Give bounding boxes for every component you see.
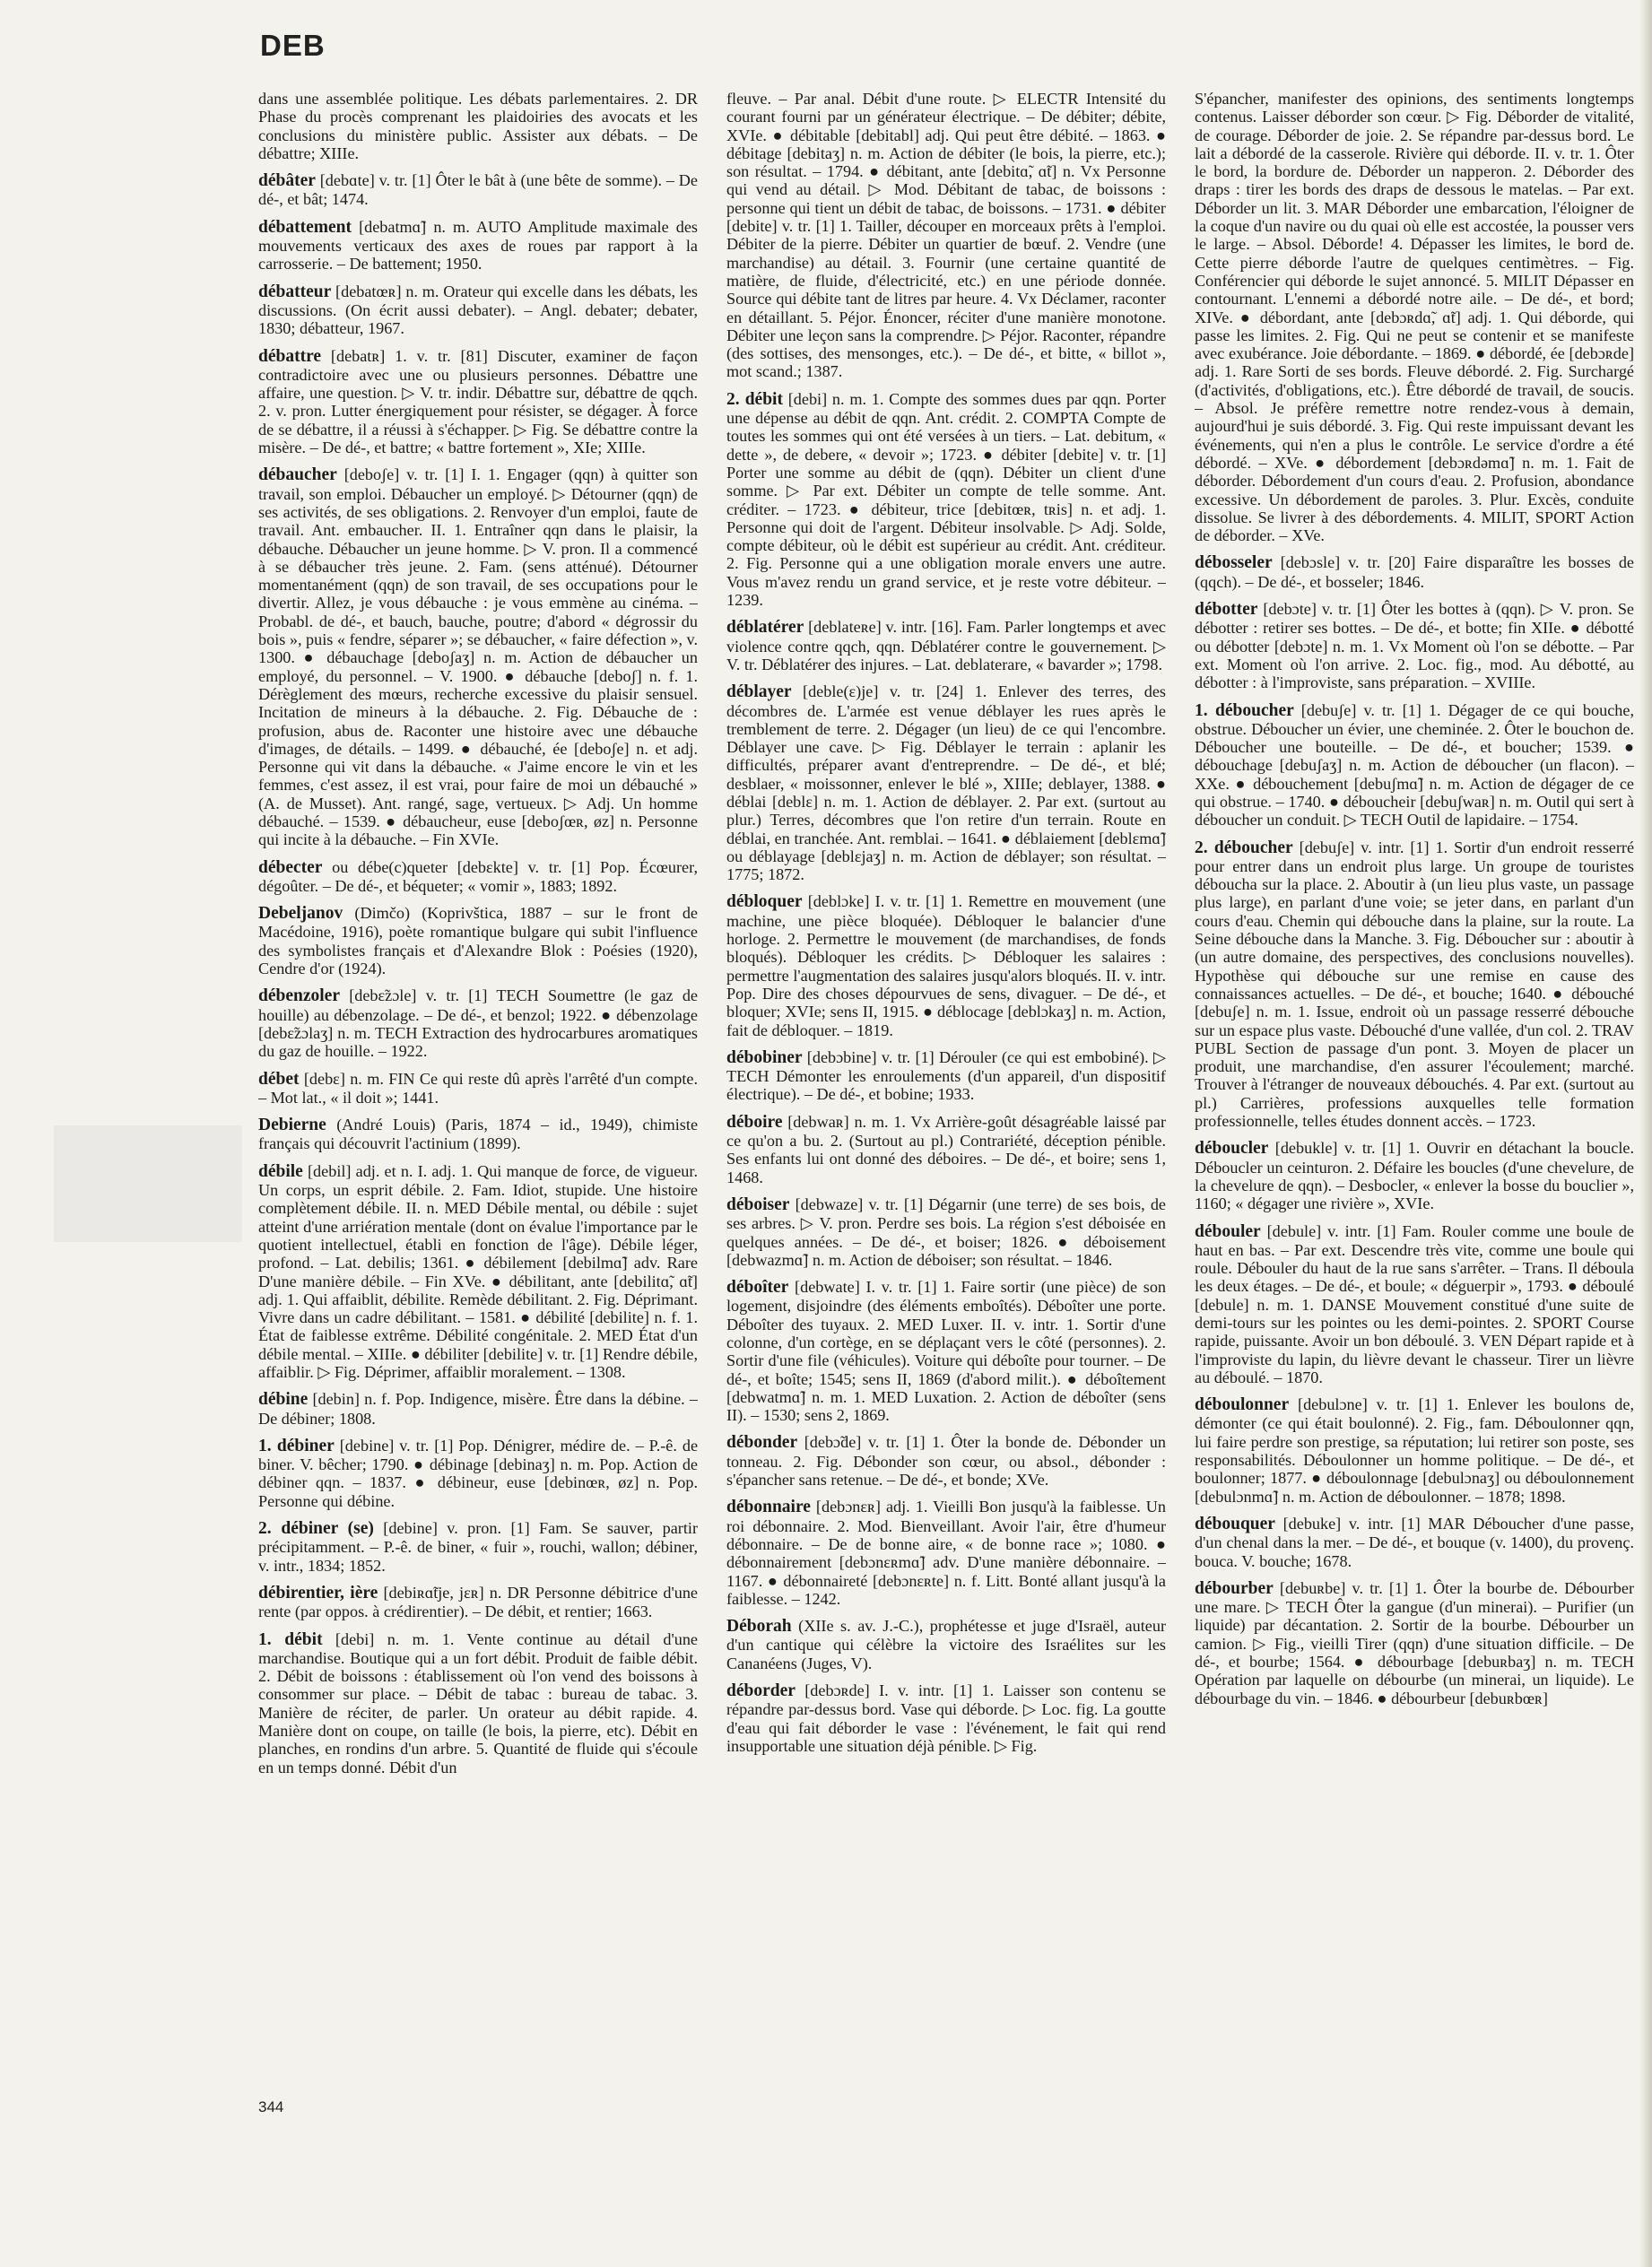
dictionary-entry	[258, 1630, 698, 1776]
dictionary-entry	[1195, 1515, 1634, 1570]
dictionary-entry	[1195, 1139, 1634, 1212]
dictionary-entry	[1195, 1222, 1634, 1387]
entry-text: fleuve. – Par anal. Débit d'une route. ▷ ELECTR Intensité du courant fourni par un générateur électrique. – De débiter; débite, XVIe. ● débitable [debitabl] adj. Qui peut être débité. – 1863. ● débitage [debitaʒ] n. m. Action de débiter (le bois, la pierre, etc.); son résultat. – 1794. ● débitant, ante [debitɑ̃, ɑ̃t] n. Vx Personne qui vend au détail. ▷ Mod. Débitant de tabac, de boissons : personne qui tient un débit de tabac, de boissons. – 1731. ● débiter [debite] v. tr. [1] 1. Tailler, découper en morceaux prêts à l'emploi. Débiter de la pierre. Débiter un quartier de bœuf. 2. Vendre (une marchandise) au détail. 3. Fournir (une certaine quantité de matière, de fluide, d'électricité, etc.) en une période donnée. Source qui débite tant de litres par heure. 4. Vx Déclamer, raconter en détaillant. 5. Péjor. Énoncer, réciter d'une manière monotone. Débiter une leçon sans la comprendre. ▷ Péjor. Raconter, répandre (des sottises, des mensonges, etc.). – De dé-, et bitte, « billot », mot scand.; 1387.	[726, 90, 1166, 381]
entry-text: [debuke] v. intr. [1] MAR Déboucher d'une passe, d'un chenal dans la mer. – De dé-, et bouque (v. 1400), du provenç. bouca. V. bouche; 1678.	[1195, 1514, 1634, 1570]
entry-text: (XIIe s. av. J.-C.), prophétesse et juge d'Israël, auteur d'un cantique qui célèbre la victoire des Israélites sur les Cananéens (Juges, V).	[726, 1617, 1166, 1672]
entry-headword: débâter	[258, 171, 316, 191]
entry-text: [debɔnɛʀ] adj. 1. Vieilli Bon jusqu'à la faiblesse. Un roi débonnaire. 2. Mod. Bienveillant. Avoir l'air, être d'humeur débonnaire. – De de bonne aire, « de bonne race »; 1080. ● débonnairement [debɔnɛʀmɑ̃] adv. D'une manière débonnaire. – 1167. ● débonnaireté [debɔnɛʀte] n. f. Litt. Bonté allant jusqu'à la faiblesse. – 1242.	[726, 1498, 1166, 1608]
dictionary-entry	[258, 347, 698, 457]
entry-headword: 2. déboucher	[1195, 838, 1293, 857]
entry-text: [debil] adj. et n. I. adj. 1. Qui manque de force, de vigueur. Un corps, un esprit débile. 2. Fam. Idiot, stupide. Une histoire complètement débile. II. n. MED Débile mental, ou débile : sujet atteint d'une arriération mentale (dont on évalue l'importance par le quotient intellectuel, établi en fonction de l'âge). Débile léger, profond. – Lat. debilis; 1361. ● débilement [debilmɑ̃] adv. Rare D'une manière débile. – Fin XVe. ● débilitant, ante [debilitɑ̃, ɑ̃t] adj. 1. Qui affaiblit, débilite. Remède débilitant. 2. Fig. Déprimant. Vivre dans un cadre débilitant. – 1581. ● débilité [debilite] n. f. 1. État de faiblesse extrême. Débilité congénitale. 2. MED État d'un débile mental. – XIIIe. ● débiliter [debilite] v. tr. [1] Rendre débile, affaiblir. ▷ Fig. Déprimer, affaiblir moralement. – 1308.	[258, 1161, 698, 1381]
entry-headword: débosseler	[1195, 553, 1273, 573]
entry-headword: débouquer	[1195, 1514, 1275, 1533]
dictionary-entry	[1195, 553, 1634, 591]
dictionary-entry	[726, 1113, 1166, 1186]
dictionary-entry	[258, 1070, 698, 1107]
dictionary-entry	[726, 618, 1166, 673]
entry-headword: débaucher	[258, 465, 337, 485]
entry-text: [debwaze] v. tr. [1] Dégarnir (une terre) de ses bois, de ses arbres. ▷ V. pron. Perdre ses bois. La région s'est déboisée en quelques années. – De dé-, et boiser; 1826. ● déboisement [debwazmɑ̃] n. m. Action de déboiser; son résultat. – 1846.	[726, 1194, 1166, 1269]
entry-text: [debin] n. f. Pop. Indigence, misère. Être dans la débine. – De débiner; 1808.	[258, 1390, 698, 1428]
dictionary-entry	[258, 1162, 698, 1382]
entry-headword: déborder	[726, 1681, 796, 1701]
dictionary-entry	[1195, 701, 1634, 829]
dictionary-entry	[1195, 838, 1634, 1131]
running-head: DEB	[260, 29, 326, 62]
entry-text: [debɛ] n. m. FIN Ce qui reste dû après l'arrêté d'un compte. – Mot lat., « il doit »; 1441.	[258, 1069, 698, 1107]
entry-headword: débenzoler	[258, 986, 340, 1006]
entry-text: [deblateʀe] v. intr. [16]. Fam. Parler longtemps et avec violence contre qqch, qqn. Déblatérer contre le gouvernement. ▷ V. tr. Déblatérer des injures. – Lat. deblaterare, « bavarder »; 1798.	[726, 618, 1166, 673]
entry-continuation	[726, 90, 1166, 381]
entry-headword: débile	[258, 1161, 303, 1181]
entry-headword: Déborah	[726, 1617, 792, 1637]
dictionary-entry	[726, 1681, 1166, 1755]
column-2	[726, 90, 1166, 2089]
page-number: 344	[258, 2098, 284, 2115]
dictionary-entry	[258, 282, 698, 338]
entry-text: [debɔʀde] I. v. intr. [1] 1. Laisser son contenu se répandre par-dessus bord. Vase qui déborde. ▷ Loc. fig. La goutte d'eau qui fait déborder le vase : l'événement, le fait qui rend insupportable une situation déjà pénible. ▷ Fig.	[726, 1681, 1166, 1755]
entry-text: [debiʀɑ̃tje, jɛʀ] n. DR Personne débitrice d'une rente (par oppos. à crédirentier). – De débit, et rentier; 1663.	[258, 1583, 698, 1621]
entry-headword: déboulonner	[1195, 1395, 1290, 1415]
entry-text: [debwate] I. v. tr. [1] 1. Faire sortir (une pièce) de son logement, disjoindre (des éléments emboîtés). Déboîter une porte. Déboîter des tuyaux. 2. MED Luxer. II. v. intr. 1. Sortir d'une colonne, d'un cortège, en se déplaçant vers le côté (personnes). 2. Sortir d'une file (véhicules). Voiture qui déboîte pour tourner. – De dé-, et boîte; 1545; sens II, 1869 (d'abord milit.). ● déboîtement [debwatmɑ̃] n. m. 1. MED Luxation. 2. Action de déboîter (sens II). – 1530; sens 2, 1869.	[726, 1278, 1166, 1425]
dictionary-entry	[726, 1498, 1166, 1608]
entry-headword: débecter	[258, 857, 323, 877]
entry-headword: déblatérer	[726, 618, 804, 638]
entry-text: [debɔsle] v. tr. [20] Faire disparaître les bosses de (qqch). – De dé-, et bosseler; 1846.	[1195, 553, 1634, 591]
entry-continuation	[1195, 90, 1634, 544]
entry-headword: 1. déboucher	[1195, 700, 1294, 720]
entry-headword: débet	[258, 1069, 300, 1089]
entry-headword: débloquer	[726, 892, 803, 912]
entry-headword: déboire	[726, 1112, 783, 1132]
entry-text: [debine] v. pron. [1] Fam. Se sauver, partir précipitamment. – P.-ê. de biner, « fuir », rouchi, wallon; débiner, v. intr., 1834; 1852.	[258, 1519, 698, 1575]
entry-text: (Dimčo) (Koprivštica, 1887 – sur le front de Macédoine, 1916), poète romantique bulgare qui subit l'influence des symbolistes français et d'Alexandre Blok : Poésies (1920), Cendre d'or (1924).	[258, 904, 698, 978]
entry-text: [debatmɑ̃] n. m. AUTO Amplitude maximale des mouvements verticaux des axes de roues par rapport à la carrosserie. – De battement; 1950.	[258, 217, 698, 274]
dictionary-entry	[258, 986, 698, 1060]
entry-text: [debɑte] v. tr. [1] Ôter le bât à (une bête de somme). – De dé-, et bât; 1474.	[258, 171, 698, 209]
entry-text: [debuʀbe] v. tr. [1] 1. Ôter la bourbe de. Débourber une mare. ▷ TECH Ôter la gangue (d'un minerai). – Purifier (un liquide) par décantation. 2. Sortir de la bourbe. Débourber un camion. ▷ Fig., vieilli Tirer (qqn) d'une situation difficile. – De dé-, et bourbe; 1564. ● débourbage [debuʀbaʒ] n. m. TECH Opération par laquelle on débourbe (un minerai, un liquide). Le débourbage du vin. – 1846. ● débourbeur [debuʀbœʀ]	[1195, 1578, 1634, 1707]
entry-text: [deblɔke] I. v. tr. [1] 1. Remettre en mouvement (une machine, une pièce bloquée). Débloquer le balancier d'une horloge. 2. Permettre le mouvement (de marchandises, de fonds bloqués). Débloquer les crédits. ▷ Débloquer les salaires : permettre l'augmentation des salaires jusqu'alors bloqués. II. v. intr. Pop. Dire des choses dépourvues de sens, divaguer. – De dé-, et bloquer; XVIe; sens II, 1915. ● déblocage [deblɔkaʒ] n. m. Action, fait de débloquer. – 1819.	[726, 892, 1166, 1039]
entry-text: [debulɔne] v. tr. [1] 1. Enlever les boulons de, démonter (ce qui était boulonné). 2. Fig., fam. Déboulonner qqn, lui faire perdre son prestige, sa réputation; lui retirer son poste, ses responsabilités. Déboulonner un homme politique. – De dé-, et boulonner; 1877. ● déboulonnage [debulɔnaʒ] ou déboulonnement [debulɔnmɑ̃] n. m. Action de déboulonner. – 1878; 1898.	[1195, 1395, 1634, 1506]
entry-continuation	[258, 90, 698, 162]
dictionary-entry	[258, 465, 698, 848]
entry-text: [debɔbine] v. tr. [1] Dérouler (ce qui est embobiné). ▷ TECH Démonter les enroulements (d'un appareil, d'un dispositif électrique). – De dé-, et bobine; 1933.	[726, 1047, 1166, 1104]
entry-headword: Debeljanov	[258, 904, 343, 924]
entry-text: dans une assemblée politique. Les débats parlementaires. 2. DR Phase du procès comprenant les plaidoiries des avocats et les conclusions du ministère public. Assister aux débats. – De débattre; XIIIe.	[258, 90, 698, 162]
entry-headword: Debierne	[258, 1116, 326, 1135]
dictionary-entry	[258, 1584, 698, 1621]
dictionary-entry	[726, 1433, 1166, 1489]
entry-headword: 1. débit	[258, 1629, 323, 1649]
dictionary-entry	[258, 904, 698, 977]
dictionary-entry	[726, 1195, 1166, 1269]
dictionary-entry	[258, 1519, 698, 1575]
dictionary-entry	[258, 1390, 698, 1428]
entry-headword: débirentier, ière	[258, 1583, 378, 1603]
entry-text: [debwaʀ] n. m. 1. Vx Arrière-goût désagréable laissé par ce qu'on a bu. 2. (Surtout au pl.) Contrariété, déception pénible. Ses enfants lui ont donné des déboires. – De dé-, et boire; sens 1, 1468.	[726, 1112, 1166, 1186]
entry-text: [debɔte] v. tr. [1] Ôter les bottes à (qqn). ▷ V. pron. Se débotter : retirer ses bottes. – De dé-, et botte; fin XIIe. ● débotté ou débotter [debɔte] n. m. 1. Vx Moment où l'on se débotte. – Par ext. Moment où l'on arrive. 2. Loc. fig., mod. Au débotté, au débotter : à l'improviste, sans préparation. – XVIIIe.	[1195, 600, 1634, 692]
entry-text: S'épancher, manifester des opinions, des sentiments longtemps contenus. Laisser déborder son cœur. ▷ Fig. Déborder de vitalité, de courage. Déborder de joie. 2. Se répandre par-dessus bord. Le lait a débordé de la casserole. Rivière qui déborde. II. v. tr. 1. Ôter le bord, la bordure de. Déborder un napperon. 2. Déborder des draps : tirer les bords des draps de dessous le matelas. – Par ext. Déborder un lit. 3. MAR Déborder une embarcation, l'éloigner de la coque d'un navire ou du quai où elle est accostée, la pousser vers le large. – Absol. Déborde! 4. Dépasser les limites, le bord de. Cette pierre déborde l'autre de quelques centimètres. – Fig. Conférencier qui déborde le sujet annoncé. 5. MILIT Dépasser en contournant. L'ennemi a débordé notre aile. – De dé-, et bord; XIVe. ● débordant, ante [debɔʀdɑ̃, ɑ̃t] adj. 1. Qui déborde, qui passe les limites. 2. Fig. Qui ne peut se contenir et se manifeste avec exubérance. Joie débordante. – 1869. ● débordé, ée [debɔʀde] adj. 1. Rare Sorti de ses bords. Fleuve débordé. 2. Fig. Surchargé (d'activités, d'obligations, etc.). Être débordé de travail, de soucis. – Absol. Je préfère remettre notre rendez-vous à demain, aujourd'hui je suis débordé. 3. Fig. Qui reste impuissant devant les événements, qui n'en a plus le contrôle. Le service d'ordre a été débordé. – XVe. ● débordement [debɔʀdəmɑ̃] n. m. 1. Fait de déborder. Débordement d'un cours d'eau. 2. Profusion, abondance excessive. Un débordement de paroles. 3. Plur. Excès, conduite dissolue. Se livrer à des débordements. 4. MILIT, SPORT Action de déborder. – XVe.	[1195, 90, 1634, 545]
dictionary-entry	[258, 1437, 698, 1510]
entry-text: (André Louis) (Paris, 1874 – id., 1949), chimiste français qui découvrit l'actinium (1899).	[258, 1116, 698, 1153]
dictionary-entry	[258, 218, 698, 274]
entry-headword: déblayer	[726, 682, 792, 702]
entry-headword: débattre	[258, 346, 322, 366]
dictionary-entry	[726, 682, 1166, 883]
entry-headword: déboiser	[726, 1194, 790, 1214]
entry-headword: débonnaire	[726, 1498, 811, 1517]
entry-headword: débotter	[1195, 600, 1258, 620]
entry-headword: débourber	[1195, 1578, 1274, 1598]
entry-headword: débouler	[1195, 1221, 1261, 1241]
entry-text: [debuʃe] v. intr. [1] 1. Sortir d'un endroit resserré pour entrer dans un endroit plus large. Un groupe de touristes déboucha sur la place. 2. Aboutir à (un lieu plus vaste, un passage plus large), en parlant d'une voie; se jeter dans, en parlant d'un cours d'eau. Chemin qui débouche dans la plaine, sur la route. La Seine débouche dans la Manche. 3. Fig. Déboucher sur : aboutir à (un autre domaine, des perspectives, des conclusions nouvelles). Hypothèse qui débouche sur une remise en cause des connaissances actuelles. – De dé-, et bouche; 1640. ● débouché [debuʃe] n. m. 1. Issue, endroit où un passage resserré débouche sur un espace plus vaste. Débouché d'une vallée, d'un col. 2. TRAV PUBL Section de passage d'un pont. 3. Moyen de placer un produit, une marchandise, d'en assurer l'écoulement; marché. Trouver à l'étranger de nouveaux débouchés. 4. Par ext. (surtout au pl.) Carrières, professions auxquelles telle formation professionnelle, telles études donnent accès. – 1723.	[1195, 838, 1634, 1131]
entry-headword: déboucler	[1195, 1139, 1269, 1159]
entry-text: [debine] v. tr. [1] Pop. Dénigrer, médire de. – P.-ê. de biner. V. bêcher; 1790. ● débinage [debinaʒ] n. m. Pop. Action de débiner qqn. – 1837. ● débineur, euse [debinœʀ, øz] n. Pop. Personne qui débine.	[258, 1436, 698, 1510]
dictionary-entry	[1195, 1395, 1634, 1506]
text-columns	[258, 90, 1643, 2089]
dictionary-entry	[1195, 600, 1634, 691]
dictionary-entry	[726, 892, 1166, 1038]
dictionary-entry	[1195, 1579, 1634, 1707]
entry-text: [deboʃe] v. tr. [1] I. 1. Engager (qqn) à quitter son travail, son emploi. Débaucher un employé. ▷ Détourner (qqn) de ses activités, de ses obligations. 2. Renvoyer d'un emploi, faute de travail. Ant. embaucher. II. 1. Entraîner qqn dans le plaisir, la débauche. Débaucher un jeune homme. ▷ V. pron. Il a commencé à se débaucher très jeune. 2. Fam. (sens atténué). Détourner momentanément (qqn) de son travail, de ses occupations pour le divertir. Allez, je vous débauche : je vous emmène au cinéma. – Probabl. de dé-, et bauch, bauche, poutre; d'abord « dégrossir du bois », puis « fendre, séparer »; se débaucher, « faire défection », v. 1300. ● débauchage [deboʃaʒ] n. m. Action de débaucher un employé, du personnel. – V. 1900. ● débauche [deboʃ] n. f. 1. Dérèglement des mœurs, recherche excessive du plaisir sensuel. Incitation de mineurs à la débauche. 2. Fig. Débauche de : profusion, abus de. Raconter une histoire avec une débauche d'images, de détails. – 1499. ● débauché, ée [deboʃe] n. et adj. Personne qui vit dans la débauche. « J'aime encore le vin et les femmes, c'est assez, il est vrai, pour faire de moi un débauché » (A. de Musset). Ant. rangé, sage, vertueux. ▷ Adj. Un homme débauché. – 1539. ● débaucheur, euse [deboʃœʀ, øz] n. Personne qui incite à la débauche. – Fin XVIe.	[258, 465, 698, 849]
entry-headword: débonder	[726, 1433, 798, 1453]
entry-headword: 2. débiner (se)	[258, 1519, 374, 1539]
entry-text: [debɛ̃zɔle] v. tr. [1] TECH Soumettre (le gaz de houille) au débenzolage. – De dé-, et benzol; 1922. ● débenzolage [debɛ̃zɔlaʒ] n. m. TECH Extraction des hydrocarbures aromatiques du gaz de houille. – 1922.	[258, 986, 698, 1061]
dictionary-entry	[258, 1116, 698, 1153]
entry-text: ou débe(c)queter [debɛkte] v. tr. [1] Pop. Écœurer, dégoûter. – De dé-, et béqueter; « vomir », 1883; 1892.	[258, 857, 698, 895]
dictionary-entry	[258, 171, 698, 209]
entry-text: [debule] v. intr. [1] Fam. Rouler comme une boule de haut en bas. – Par ext. Descendre très vite, comme une boule qui roule. Débouler du haut de la rue sans s'arrêter. – Trans. Il déboula les deux étages. – De dé-, et boule; « déguerpir », 1793. ● déboulé [debule] n. m. 1. DANSE Mouvement constitué d'une suite de demi-tours sur les pointes ou les demi-pointes. 2. SPORT Course rapide, puissante. Avoir un bon déboulé. 3. VEN Départ rapide et à l'improviste du lapin, du lièvre devant le chasseur. Tirer un lièvre au déboulé. – 1870.	[1195, 1221, 1634, 1386]
column-3	[1195, 90, 1634, 2089]
dictionary-entry	[726, 390, 1166, 610]
entry-text: [deble(ɛ)je] v. tr. [24] 1. Enlever des terres, des décombres de. L'armée est venue déblayer les rues après le tremblement de terre. 2. Dégager (un lieu) de ce qui l'encombre. Déblayer une cave. ▷ Fig. Déblayer le terrain : aplanir les difficultés, préparer avant d'entreprendre. – De dé-, et blé; desblaer, « moissonner, enlever le blé », XIIIe; deblayer, 1388. ● déblai [deblɛ] n. m. 1. Action de déblayer. 2. Par ext. (surtout au plur.) Terres, décombres que l'on retire d'un terrain. Route en déblai, en tranchée. Ant. remblai. – 1641. ● déblaiement [deblɛmɑ̃] ou déblayage [deblɛjaʒ] n. m. Action de déblayer; son résultat. – 1775; 1872.	[726, 682, 1166, 884]
column-1	[258, 90, 698, 2089]
entry-text: [debatœʀ] n. m. Orateur qui excelle dans les débats, les discussions. (On écrit aussi debater). – Angl. debater; debater, 1830; débatteur, 1967.	[258, 282, 698, 338]
entry-headword: débobiner	[726, 1047, 803, 1067]
entry-text: [debi] n. m. 1. Vente continue au détail d'une marchandise. Boutique qui a un fort débit. Produit de faible débit. 2. Débit de boissons : établissement où l'on vend des boissons à consommer sur place. – Débit de tabac : bureau de tabac. 3. Manière de réciter, de parler. Un orateur au débit rapide. 4. Manière dont on coupe, on taille (le bois, la pierre, etc). Débit en planches, en rondins d'un arbre. 5. Quantité de fluide qui s'écoule en un temps donné. Débit d'un	[258, 1629, 698, 1776]
entry-text: [debuʃe] v. tr. [1] 1. Dégager de ce qui bouche, obstrue. Déboucher un évier, une cheminée. 2. Ôter le bouchon de. Déboucher une bouteille. – De dé-, et boucher; 1539. ● débouchage [debuʃaʒ] n. m. Action de déboucher (un flacon). – XXe. ● débouchement [debuʃmɑ̃] n. m. Action de dégager de ce qui obstrue. – 1740. ● déboucheir [debuʃwaʀ] n. m. Outil qui sert à déboucher un conduit. ▷ TECH Outil de lapidaire. – 1754.	[1195, 700, 1634, 829]
entry-headword: débine	[258, 1390, 309, 1410]
entry-text: [debukle] v. tr. [1] 1. Ouvrir en détachant la boucle. Déboucler un ceinturon. 2. Défaire les boucles (d'une chevelure, de la chevelure de qqn). – Desbocler, « enlever la bosse du bouclier », 1160; « dégager une rivière », XVIe.	[1195, 1139, 1634, 1213]
entry-text: [debɔ̃de] v. tr. [1] 1. Ôter la bonde de. Débonder un tonneau. 2. Fig. Débonder son cœur, ou absol., débonder : s'épancher sans retenue. – De dé-, et bonde; XVe.	[726, 1433, 1166, 1490]
dictionary-entry	[258, 858, 698, 896]
entry-headword: 1. débiner	[258, 1436, 335, 1455]
entry-text: [debatʀ] 1. v. tr. [81] Discuter, examiner de façon contradictoire avec une ou plusieurs personnes. Débattre une affaire, une question. ▷ V. tr. indir. Débattre sur, débattre de qqch. 2. v. pron. Lutter énergiquement pour résister, se dégager. À force de se débattre, il a réussi à s'échapper. ▷ Fig. Se débattre contre la misère. – De dé-, et battre; « battre fortement », XIe; XIIIe.	[258, 346, 698, 457]
entry-text: [debi] n. m. 1. Compte des sommes dues par qqn. Porter une dépense au débit de qqn. Ant. crédit. 2. COMPTA Compte de toutes les sommes qui ont été versées à un tiers. – Lat. debitum, « dette », de debere, « devoir »; 1723. ● débiter [debite] v. tr. [1] Porter une somme au débit de (qqn). Débiter un client d'une somme. ▷ Par ext. Débiter un compte de telle somme. Ant. créditer. – 1723. ● débiteur, trice [debitœʀ, tʀis] n. et adj. 1. Personne qui doit de l'argent. Débiteur insolvable. ▷ Adj. Solde, compte débiteur, où le débit est supérieur au crédit. Ant. créditeur. 2. Fig. Personne qui a une obligation morale envers une autre. Vous m'avez rendu un grand service, et je reste votre débiteur. – 1239.	[726, 389, 1166, 610]
entry-headword: déboîter	[726, 1278, 789, 1298]
entry-headword: débatteur	[258, 282, 332, 301]
dictionary-entry	[726, 1278, 1166, 1424]
scan-artifact	[54, 1125, 242, 1242]
dictionary-entry	[726, 1048, 1166, 1104]
dictionary-entry	[726, 1617, 1166, 1672]
entry-headword: débattement	[258, 217, 352, 237]
entry-headword: 2. débit	[726, 389, 783, 409]
